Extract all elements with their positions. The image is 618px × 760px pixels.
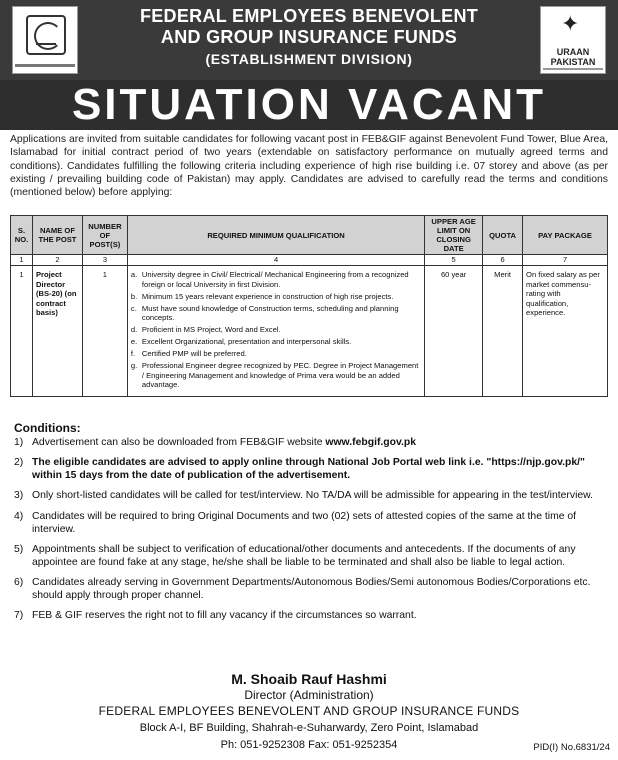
column-number-row: 1 2 3 4 5 6 7	[11, 255, 608, 266]
signatory-phone: Ph: 051-9252308 Fax: 051-9252354	[220, 739, 398, 751]
table-row	[11, 266, 608, 397]
list-item: 7) FEB & GIF reserves the right not to fill any vacancy if the circumstances so warrant.	[14, 610, 417, 622]
situation-vacant-banner: SITUATION VACANT	[0, 80, 618, 130]
list-item: b. Minimum 15 years relevant experience in construction of high rise projects.	[130, 291, 394, 301]
pid-number: PID(I) No.6831/24	[533, 742, 610, 753]
list-item: 3) Only short-listed candidates will be called for test/interview. No TA/DA will be admissible for appearing in the test/interview.	[14, 490, 593, 502]
list-item: a. University degree in Civil/ Electrical/ Mechanical Engineering from a recognized foreign or local University in first Division.	[130, 270, 409, 289]
list-item: d. Proficient in MS Project, Word and Excel.	[130, 325, 281, 335]
table-header-row	[11, 216, 608, 255]
cell-age-limit: 60 year	[425, 266, 483, 397]
cell-sno: 1	[11, 266, 33, 397]
col-header-qualification: REQUIRED MINIMUM QUALIFICATION	[127, 216, 424, 255]
col-header-num-posts: NUMBER OF POST(S)	[82, 216, 127, 255]
cell-num-posts: 1	[82, 266, 127, 397]
list-item: g. Professional Engineer degree recognized by PEC. Degree in Project Management / Engineering Management and knowledge of Prima vera would be an added advantage.	[130, 361, 419, 390]
list-item: e. Excellent Organizational, presentation and interpersonal skills.	[130, 337, 352, 347]
col-header-sno: S. NO.	[11, 216, 33, 255]
list-item: 4) Candidates will be required to bring Original Documents and two (02) sets of attested copies of the same at the time of interview.	[14, 510, 577, 535]
cell-post-name: Project Director (BS-20) (on contract basis)	[32, 266, 82, 397]
col-header-pay: PAY PACKAGE	[523, 216, 608, 255]
signatory-designation: Director (Administration)	[244, 688, 374, 702]
government-emblem-logo	[12, 6, 78, 74]
division-name: (ESTABLISHMENT DIVISION)	[205, 51, 413, 67]
list-item: 5) Appointments shall be subject to verification of educational/other documents and antecedents. If the documents of any appointee are found fake at any stage, he/she shall be liable to be terminated and shall also be liable to legal action.	[14, 543, 576, 568]
list-item: 2) The eligible candidates are advised to apply online through National Job Portal web link i.e. "https://njp.gov.pk/" within 15 days from the date of publication of the advertisement.	[14, 457, 585, 482]
list-item: 6) Candidates already serving in Government Departments/Autonomous Bodies/Semi autonomous Bodies/Corporations etc. should apply through proper channel.	[14, 576, 591, 601]
bird-icon: ✦	[561, 11, 580, 36]
signatory-name: M. Shoaib Rauf Hashmi	[231, 671, 387, 687]
qualification-list	[131, 270, 421, 390]
org-name-line1: FEDERAL EMPLOYEES BENEVOLENT	[139, 6, 479, 26]
conditions-list	[14, 436, 608, 629]
uraan-pakistan-logo: ✦ URAAN PAKISTAN	[540, 6, 606, 74]
list-item: c. Must have sound knowledge of Construction terms, scheduling and planning concepts.	[130, 303, 399, 323]
col-header-quota: QUOTA	[483, 216, 523, 255]
col-header-age-limit: UPPER AGE LIMIT ON CLOSING DATE	[425, 216, 483, 255]
header-band	[0, 0, 618, 80]
org-name-line2: AND GROUP INSURANCE FUNDS	[160, 27, 458, 47]
list-item: f. Certified PMP will be preferred.	[130, 349, 247, 359]
cell-qualification	[127, 266, 424, 397]
signatory-address: Block A-I, BF Building, Shahrah-e-Suharwardy, Zero Point, Islamabad	[139, 722, 479, 734]
conditions-heading: Conditions:	[14, 421, 81, 435]
list-item: 1) Advertisement can also be downloaded from FEB&GIF website www.febgif.gov.pk	[14, 437, 417, 448]
website-link[interactable]: www.febgif.gov.pk	[325, 437, 417, 448]
emblem-icon	[26, 15, 66, 55]
cell-pay-package: On fixed salary as per market commensu-rating with qualification, experience.	[523, 266, 608, 397]
intro-paragraph: Applications are invited from suitable candidates for following vacant post in FEB&GIF against Benevolent Fund Tower, Blue Area, Islamabad for initial contract period of two years (extendable on satisfactory performance on mutually agreed terms and conditions). Candidates fulfilling the following criteria including experience of high rise building i.e. 07 storey and above (as per existing / prevailing building code of Pakistan) may apply. Candidates are advised to carefully read the terms and conditions (mentioned below) before applying:	[10, 134, 608, 199]
col-header-post-name: NAME OF THE POST	[32, 216, 82, 255]
signatory-org: FEDERAL EMPLOYEES BENEVOLENT AND GROUP INSURANCE FUNDS	[98, 704, 520, 718]
vacancy-table	[10, 215, 608, 397]
cell-quota: Merit	[483, 266, 523, 397]
